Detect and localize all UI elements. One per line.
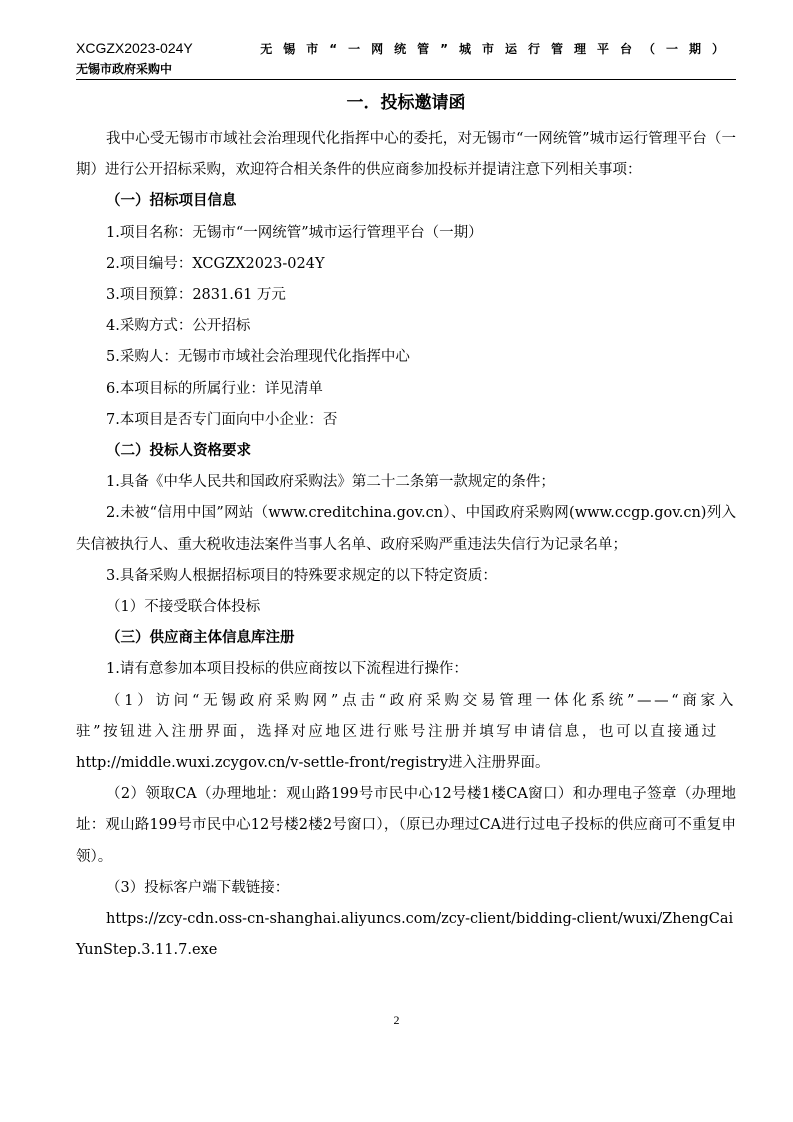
project-info-item: 2.项目编号：XCGZX2023-024Y: [106, 255, 325, 272]
section-heading-project-info: （一）招标项目信息: [106, 193, 237, 210]
header-doc-code: XCGZX2023-024Y: [76, 40, 193, 56]
project-info-item: 7.本项目是否专门面向中小企业：否: [106, 411, 338, 428]
registry-link[interactable]: http://middle.wuxi.zcygov.cn/v-settle-front/registry进入注册界面。: [76, 755, 550, 772]
page-number: 2: [393, 1013, 400, 1027]
registration-step-2: （2）领取CA（办理地址：观山路199号市民中心12号楼1楼CA窗口）和办理电子签章（办理地址：观山路199号市民中心12号楼2楼2号窗口），（原已办理过CA进行过电子投标的供应商可不重复申领）。: [76, 786, 736, 865]
project-info-item: 6.本项目标的所属行业：详见清单: [106, 380, 323, 397]
project-info-item: 1.项目名称：无锡市“一网统管”城市运行管理平台（一期）: [106, 224, 483, 241]
registration-step-3: （3）投标客户端下载链接：: [106, 879, 290, 896]
qualification-item: 3.具备采购人根据招标项目的特殊要求规定的以下特定资质：: [106, 567, 497, 584]
registration-step-1: （1）访问“无锡政府采购网”点击“政府采购交易管理一体化系统”——“商家入驻”按钮进入注册界面，选择对应地区进行账号注册并填写申请信息，也可以直接通过: [76, 692, 736, 740]
registration-item: 1.请有意参加本项目投标的供应商按以下流程进行操作：: [106, 661, 468, 678]
project-info-item: 5.采购人：无锡市市域社会治理现代化指挥中心: [106, 349, 410, 366]
section-heading-registration: （三）供应商主体信息库注册: [106, 630, 295, 647]
page-title: 一．投标邀请函: [346, 93, 466, 113]
document-body: [76, 88, 736, 966]
project-info-item: 3.项目预算：2831.61 万元: [106, 287, 286, 304]
header-project-name: 无锡市“一网统管”城市运行管理平台（一期）: [260, 42, 735, 56]
client-download-link[interactable]: https://zcy-cdn.oss-cn-shanghai.aliyuncs.com/zcy-client/bidding-client/wuxi/ZhengCaiYunStep.3.11.7.exe: [76, 911, 734, 959]
header-agency: 无锡市政府采购中: [76, 62, 173, 76]
qualification-item: 2.未被“信用中国”网站（www.creditchina.gov.cn）、中国政府采购网(www.ccgp.gov.cn)列入失信被执行人、重大税收违法案件当事人名单、政府采购严重违法失信行为记录名单；: [76, 505, 736, 553]
intro-paragraph: 我中心受无锡市市域社会治理现代化指挥中心的委托，对无锡市“一网统管”城市运行管理平台（一期）进行公开招标采购，欢迎符合相关条件的供应商参加投标并提请注意下列相关事项：: [76, 131, 736, 179]
header-divider: [76, 79, 736, 80]
section-heading-qualifications: （二）投标人资格要求: [106, 443, 251, 460]
qualification-subitem: （1）不接受联合体投标: [106, 599, 261, 616]
qualification-item: 1.具备《中华人民共和国政府采购法》第二十二条第一款规定的条件；: [106, 474, 555, 491]
project-info-item: 4.采购方式：公开招标: [106, 318, 251, 335]
